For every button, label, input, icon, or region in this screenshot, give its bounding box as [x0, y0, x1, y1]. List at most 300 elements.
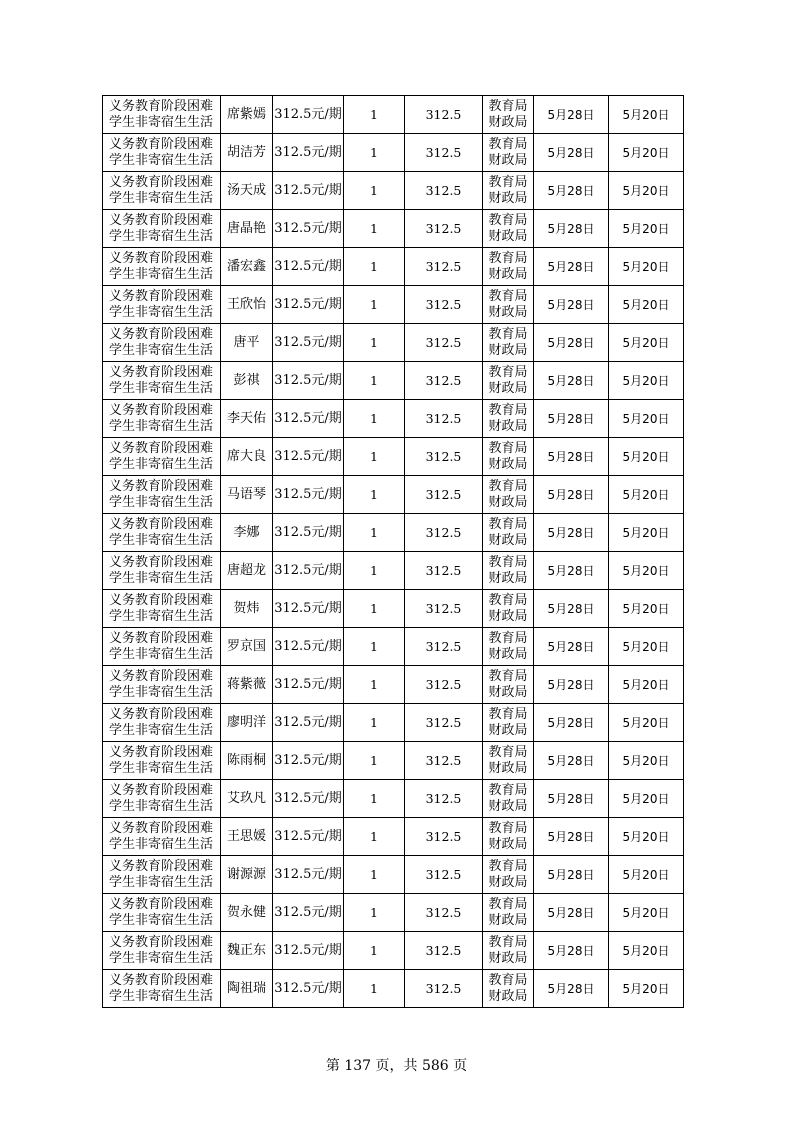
amount-cell: 312.5	[405, 894, 483, 932]
department-line2: 财政局	[488, 304, 528, 320]
item-cell	[103, 362, 221, 400]
standard-cell: 312.5元/期	[273, 704, 344, 742]
date-cell-1: 5月28日	[534, 286, 609, 324]
date-cell-2: 5月20日	[609, 248, 684, 286]
student-name: 谢源源	[221, 856, 273, 894]
department-cell	[483, 438, 534, 476]
item-cell	[103, 438, 221, 476]
amount-cell: 312.5	[405, 476, 483, 514]
student-name: 席大良	[221, 438, 273, 476]
date-cell-2: 5月20日	[609, 286, 684, 324]
item-text-line2: 学生非寄宿生生活	[109, 912, 214, 928]
department-line1: 教育局	[488, 934, 528, 950]
department-line2: 财政局	[488, 380, 528, 396]
item-text-line1: 义务教育阶段困难	[109, 592, 214, 608]
item-text-line2: 学生非寄宿生生活	[109, 988, 214, 1004]
department-line2: 财政局	[488, 798, 528, 814]
department-line1: 教育局	[488, 440, 528, 456]
table-row	[103, 134, 684, 172]
amount-cell: 312.5	[405, 514, 483, 552]
student-name: 贺炜	[221, 590, 273, 628]
department-line2: 财政局	[488, 342, 528, 358]
item-text-line1: 义务教育阶段困难	[109, 174, 214, 190]
count-cell: 1	[344, 628, 405, 666]
department-line1: 教育局	[488, 706, 528, 722]
item-text-line2: 学生非寄宿生生活	[109, 874, 214, 890]
date-cell-1: 5月28日	[534, 780, 609, 818]
department-line2: 财政局	[488, 646, 528, 662]
item-text-line1: 义务教育阶段困难	[109, 858, 214, 874]
department-line2: 财政局	[488, 722, 528, 738]
department-line1: 教育局	[488, 858, 528, 874]
standard-cell: 312.5元/期	[273, 324, 344, 362]
amount-cell: 312.5	[405, 628, 483, 666]
amount-cell: 312.5	[405, 704, 483, 742]
date-cell-2: 5月20日	[609, 666, 684, 704]
department-line2: 财政局	[488, 608, 528, 624]
student-name: 唐超龙	[221, 552, 273, 590]
amount-cell: 312.5	[405, 590, 483, 628]
department-cell	[483, 742, 534, 780]
amount-cell: 312.5	[405, 552, 483, 590]
student-name: 马语琴	[221, 476, 273, 514]
student-name: 唐平	[221, 324, 273, 362]
date-cell-1: 5月28日	[534, 172, 609, 210]
date-cell-1: 5月28日	[534, 932, 609, 970]
item-text-line2: 学生非寄宿生生活	[109, 304, 214, 320]
item-cell	[103, 134, 221, 172]
table-row	[103, 514, 684, 552]
department-cell	[483, 286, 534, 324]
item-text-line1: 义务教育阶段困难	[109, 478, 214, 494]
date-cell-2: 5月20日	[609, 856, 684, 894]
department-cell	[483, 780, 534, 818]
department-line2: 财政局	[488, 190, 528, 206]
amount-cell: 312.5	[405, 248, 483, 286]
date-cell-2: 5月20日	[609, 628, 684, 666]
date-cell-2: 5月20日	[609, 210, 684, 248]
count-cell: 1	[344, 172, 405, 210]
table-row	[103, 286, 684, 324]
date-cell-1: 5月28日	[534, 438, 609, 476]
date-cell-2: 5月20日	[609, 704, 684, 742]
department-line1: 教育局	[488, 326, 528, 342]
standard-cell: 312.5元/期	[273, 742, 344, 780]
amount-cell: 312.5	[405, 856, 483, 894]
date-cell-2: 5月20日	[609, 476, 684, 514]
department-cell	[483, 96, 534, 134]
student-name: 蒋紫薇	[221, 666, 273, 704]
item-text-line1: 义务教育阶段困难	[109, 554, 214, 570]
table-row	[103, 172, 684, 210]
amount-cell: 312.5	[405, 134, 483, 172]
date-cell-2: 5月20日	[609, 514, 684, 552]
count-cell: 1	[344, 742, 405, 780]
date-cell-1: 5月28日	[534, 704, 609, 742]
item-cell	[103, 628, 221, 666]
amount-cell: 312.5	[405, 172, 483, 210]
item-text-line1: 义务教育阶段困难	[109, 402, 214, 418]
item-cell	[103, 742, 221, 780]
department-line2: 财政局	[488, 570, 528, 586]
count-cell: 1	[344, 932, 405, 970]
department-line2: 财政局	[488, 836, 528, 852]
item-cell	[103, 96, 221, 134]
table-row	[103, 818, 684, 856]
student-name: 罗京国	[221, 628, 273, 666]
count-cell: 1	[344, 704, 405, 742]
item-text-line2: 学生非寄宿生生活	[109, 836, 214, 852]
item-cell	[103, 324, 221, 362]
department-cell	[483, 818, 534, 856]
department-line1: 教育局	[488, 668, 528, 684]
date-cell-2: 5月20日	[609, 818, 684, 856]
standard-cell: 312.5元/期	[273, 894, 344, 932]
department-line1: 教育局	[488, 782, 528, 798]
table-body	[103, 96, 684, 1008]
item-cell	[103, 172, 221, 210]
department-line1: 教育局	[488, 896, 528, 912]
item-text-line1: 义务教育阶段困难	[109, 212, 214, 228]
item-text-line1: 义务教育阶段困难	[109, 820, 214, 836]
table-row	[103, 476, 684, 514]
count-cell: 1	[344, 210, 405, 248]
student-name: 艾玖凡	[221, 780, 273, 818]
amount-cell: 312.5	[405, 286, 483, 324]
standard-cell: 312.5元/期	[273, 932, 344, 970]
standard-cell: 312.5元/期	[273, 856, 344, 894]
date-cell-1: 5月28日	[534, 894, 609, 932]
item-text-line2: 学生非寄宿生生活	[109, 190, 214, 206]
department-cell	[483, 362, 534, 400]
department-line2: 财政局	[488, 456, 528, 472]
item-text-line2: 学生非寄宿生生活	[109, 380, 214, 396]
count-cell: 1	[344, 362, 405, 400]
student-name: 潘宏鑫	[221, 248, 273, 286]
item-text-line2: 学生非寄宿生生活	[109, 114, 214, 130]
table-row	[103, 210, 684, 248]
item-cell	[103, 400, 221, 438]
student-name: 廖明洋	[221, 704, 273, 742]
standard-cell: 312.5元/期	[273, 628, 344, 666]
date-cell-2: 5月20日	[609, 742, 684, 780]
date-cell-2: 5月20日	[609, 96, 684, 134]
item-text-line2: 学生非寄宿生生活	[109, 950, 214, 966]
department-line1: 教育局	[488, 136, 528, 152]
department-line1: 教育局	[488, 820, 528, 836]
department-line1: 教育局	[488, 288, 528, 304]
page-number: 第 137 页，共 586 页	[325, 1058, 468, 1074]
department-cell	[483, 134, 534, 172]
count-cell: 1	[344, 134, 405, 172]
item-text-line2: 学生非寄宿生生活	[109, 798, 214, 814]
date-cell-2: 5月20日	[609, 894, 684, 932]
standard-cell: 312.5元/期	[273, 818, 344, 856]
student-name: 唐晶艳	[221, 210, 273, 248]
item-text-line2: 学生非寄宿生生活	[109, 760, 214, 776]
table-row	[103, 362, 684, 400]
department-line1: 教育局	[488, 174, 528, 190]
department-cell	[483, 514, 534, 552]
item-text-line1: 义务教育阶段困难	[109, 706, 214, 722]
item-text-line1: 义务教育阶段困难	[109, 630, 214, 646]
student-name: 彭祺	[221, 362, 273, 400]
date-cell-2: 5月20日	[609, 780, 684, 818]
item-text-line2: 学生非寄宿生生活	[109, 152, 214, 168]
item-text-line2: 学生非寄宿生生活	[109, 456, 214, 472]
item-text-line1: 义务教育阶段困难	[109, 668, 214, 684]
item-cell	[103, 970, 221, 1008]
date-cell-1: 5月28日	[534, 628, 609, 666]
table-row	[103, 248, 684, 286]
standard-cell: 312.5元/期	[273, 552, 344, 590]
count-cell: 1	[344, 476, 405, 514]
item-text-line1: 义务教育阶段困难	[109, 288, 214, 304]
item-cell	[103, 894, 221, 932]
department-line1: 教育局	[488, 630, 528, 646]
date-cell-2: 5月20日	[609, 932, 684, 970]
department-line1: 教育局	[488, 98, 528, 114]
student-name: 陈雨桐	[221, 742, 273, 780]
amount-cell: 312.5	[405, 780, 483, 818]
amount-cell: 312.5	[405, 970, 483, 1008]
count-cell: 1	[344, 666, 405, 704]
student-name: 李娜	[221, 514, 273, 552]
count-cell: 1	[344, 96, 405, 134]
standard-cell: 312.5元/期	[273, 780, 344, 818]
department-line2: 财政局	[488, 912, 528, 928]
department-line1: 教育局	[488, 212, 528, 228]
item-cell	[103, 590, 221, 628]
standard-cell: 312.5元/期	[273, 248, 344, 286]
department-line1: 教育局	[488, 744, 528, 760]
item-cell	[103, 514, 221, 552]
item-cell	[103, 856, 221, 894]
date-cell-1: 5月28日	[534, 96, 609, 134]
student-name: 席紫嫣	[221, 96, 273, 134]
amount-cell: 312.5	[405, 932, 483, 970]
department-line1: 教育局	[488, 250, 528, 266]
date-cell-1: 5月28日	[534, 590, 609, 628]
amount-cell: 312.5	[405, 438, 483, 476]
item-text-line2: 学生非寄宿生生活	[109, 608, 214, 624]
item-cell	[103, 666, 221, 704]
department-line2: 财政局	[488, 874, 528, 890]
department-cell	[483, 932, 534, 970]
count-cell: 1	[344, 856, 405, 894]
table-row	[103, 96, 684, 134]
date-cell-2: 5月20日	[609, 172, 684, 210]
count-cell: 1	[344, 400, 405, 438]
department-cell	[483, 210, 534, 248]
count-cell: 1	[344, 286, 405, 324]
item-text-line1: 义务教育阶段困难	[109, 364, 214, 380]
amount-cell: 312.5	[405, 818, 483, 856]
department-cell	[483, 894, 534, 932]
amount-cell: 312.5	[405, 324, 483, 362]
standard-cell: 312.5元/期	[273, 172, 344, 210]
item-text-line1: 义务教育阶段困难	[109, 782, 214, 798]
department-cell	[483, 628, 534, 666]
table-row	[103, 780, 684, 818]
count-cell: 1	[344, 818, 405, 856]
date-cell-1: 5月28日	[534, 856, 609, 894]
department-cell	[483, 552, 534, 590]
amount-cell: 312.5	[405, 210, 483, 248]
item-text-line2: 学生非寄宿生生活	[109, 342, 214, 358]
department-cell	[483, 704, 534, 742]
count-cell: 1	[344, 514, 405, 552]
standard-cell: 312.5元/期	[273, 970, 344, 1008]
item-cell	[103, 780, 221, 818]
student-name: 魏正东	[221, 932, 273, 970]
amount-cell: 312.5	[405, 400, 483, 438]
department-line2: 财政局	[488, 152, 528, 168]
table-row	[103, 742, 684, 780]
student-name: 王欣怡	[221, 286, 273, 324]
department-line2: 财政局	[488, 684, 528, 700]
department-line1: 教育局	[488, 364, 528, 380]
student-name: 胡洁芳	[221, 134, 273, 172]
item-cell	[103, 552, 221, 590]
date-cell-2: 5月20日	[609, 590, 684, 628]
date-cell-1: 5月28日	[534, 552, 609, 590]
table-row	[103, 666, 684, 704]
department-cell	[483, 666, 534, 704]
item-text-line1: 义务教育阶段困难	[109, 250, 214, 266]
department-line2: 财政局	[488, 114, 528, 130]
table-row	[103, 932, 684, 970]
date-cell-2: 5月20日	[609, 400, 684, 438]
standard-cell: 312.5元/期	[273, 590, 344, 628]
date-cell-2: 5月20日	[609, 438, 684, 476]
count-cell: 1	[344, 324, 405, 362]
department-cell	[483, 476, 534, 514]
item-cell	[103, 932, 221, 970]
department-line1: 教育局	[488, 516, 528, 532]
item-text-line1: 义务教育阶段困难	[109, 972, 214, 988]
standard-cell: 312.5元/期	[273, 96, 344, 134]
table-row	[103, 590, 684, 628]
standard-cell: 312.5元/期	[273, 210, 344, 248]
standard-cell: 312.5元/期	[273, 514, 344, 552]
student-name: 王思媛	[221, 818, 273, 856]
table-row	[103, 400, 684, 438]
date-cell-2: 5月20日	[609, 324, 684, 362]
item-cell	[103, 476, 221, 514]
department-line1: 教育局	[488, 592, 528, 608]
item-text-line1: 义务教育阶段困难	[109, 744, 214, 760]
standard-cell: 312.5元/期	[273, 362, 344, 400]
date-cell-1: 5月28日	[534, 248, 609, 286]
date-cell-1: 5月28日	[534, 324, 609, 362]
count-cell: 1	[344, 248, 405, 286]
item-text-line1: 义务教育阶段困难	[109, 98, 214, 114]
department-line2: 财政局	[488, 988, 528, 1004]
table-row	[103, 552, 684, 590]
amount-cell: 312.5	[405, 742, 483, 780]
amount-cell: 312.5	[405, 666, 483, 704]
date-cell-2: 5月20日	[609, 970, 684, 1008]
student-name: 贺永健	[221, 894, 273, 932]
student-name: 汤天成	[221, 172, 273, 210]
item-text-line1: 义务教育阶段困难	[109, 934, 214, 950]
date-cell-1: 5月28日	[534, 742, 609, 780]
count-cell: 1	[344, 552, 405, 590]
date-cell-2: 5月20日	[609, 552, 684, 590]
date-cell-1: 5月28日	[534, 134, 609, 172]
department-cell	[483, 400, 534, 438]
table-row	[103, 856, 684, 894]
department-line1: 教育局	[488, 554, 528, 570]
date-cell-1: 5月28日	[534, 362, 609, 400]
amount-cell: 312.5	[405, 362, 483, 400]
department-cell	[483, 248, 534, 286]
department-line2: 财政局	[488, 228, 528, 244]
item-text-line2: 学生非寄宿生生活	[109, 418, 214, 434]
table-row	[103, 704, 684, 742]
item-text-line2: 学生非寄宿生生活	[109, 494, 214, 510]
table-row	[103, 324, 684, 362]
item-cell	[103, 286, 221, 324]
item-text-line2: 学生非寄宿生生活	[109, 570, 214, 586]
date-cell-1: 5月28日	[534, 666, 609, 704]
department-cell	[483, 590, 534, 628]
department-line2: 财政局	[488, 760, 528, 776]
table-row	[103, 894, 684, 932]
standard-cell: 312.5元/期	[273, 438, 344, 476]
item-text-line1: 义务教育阶段困难	[109, 516, 214, 532]
date-cell-1: 5月28日	[534, 400, 609, 438]
amount-cell: 312.5	[405, 96, 483, 134]
subsidy-table	[102, 95, 684, 1008]
item-cell	[103, 704, 221, 742]
count-cell: 1	[344, 780, 405, 818]
item-text-line2: 学生非寄宿生生活	[109, 684, 214, 700]
department-cell	[483, 856, 534, 894]
date-cell-1: 5月28日	[534, 476, 609, 514]
department-line2: 财政局	[488, 950, 528, 966]
item-cell	[103, 248, 221, 286]
standard-cell: 312.5元/期	[273, 400, 344, 438]
count-cell: 1	[344, 970, 405, 1008]
department-cell	[483, 172, 534, 210]
department-cell	[483, 970, 534, 1008]
item-text-line1: 义务教育阶段困难	[109, 896, 214, 912]
department-line2: 财政局	[488, 418, 528, 434]
date-cell-1: 5月28日	[534, 818, 609, 856]
item-text-line2: 学生非寄宿生生活	[109, 646, 214, 662]
item-text-line2: 学生非寄宿生生活	[109, 532, 214, 548]
department-line1: 教育局	[488, 972, 528, 988]
count-cell: 1	[344, 590, 405, 628]
item-text-line1: 义务教育阶段困难	[109, 326, 214, 342]
date-cell-1: 5月28日	[534, 210, 609, 248]
count-cell: 1	[344, 438, 405, 476]
standard-cell: 312.5元/期	[273, 134, 344, 172]
standard-cell: 312.5元/期	[273, 286, 344, 324]
department-line1: 教育局	[488, 478, 528, 494]
date-cell-2: 5月20日	[609, 362, 684, 400]
item-text-line1: 义务教育阶段困难	[109, 440, 214, 456]
department-line1: 教育局	[488, 402, 528, 418]
table-row	[103, 438, 684, 476]
date-cell-1: 5月28日	[534, 970, 609, 1008]
date-cell-1: 5月28日	[534, 514, 609, 552]
item-text-line2: 学生非寄宿生生活	[109, 722, 214, 738]
standard-cell: 312.5元/期	[273, 666, 344, 704]
date-cell-2: 5月20日	[609, 134, 684, 172]
